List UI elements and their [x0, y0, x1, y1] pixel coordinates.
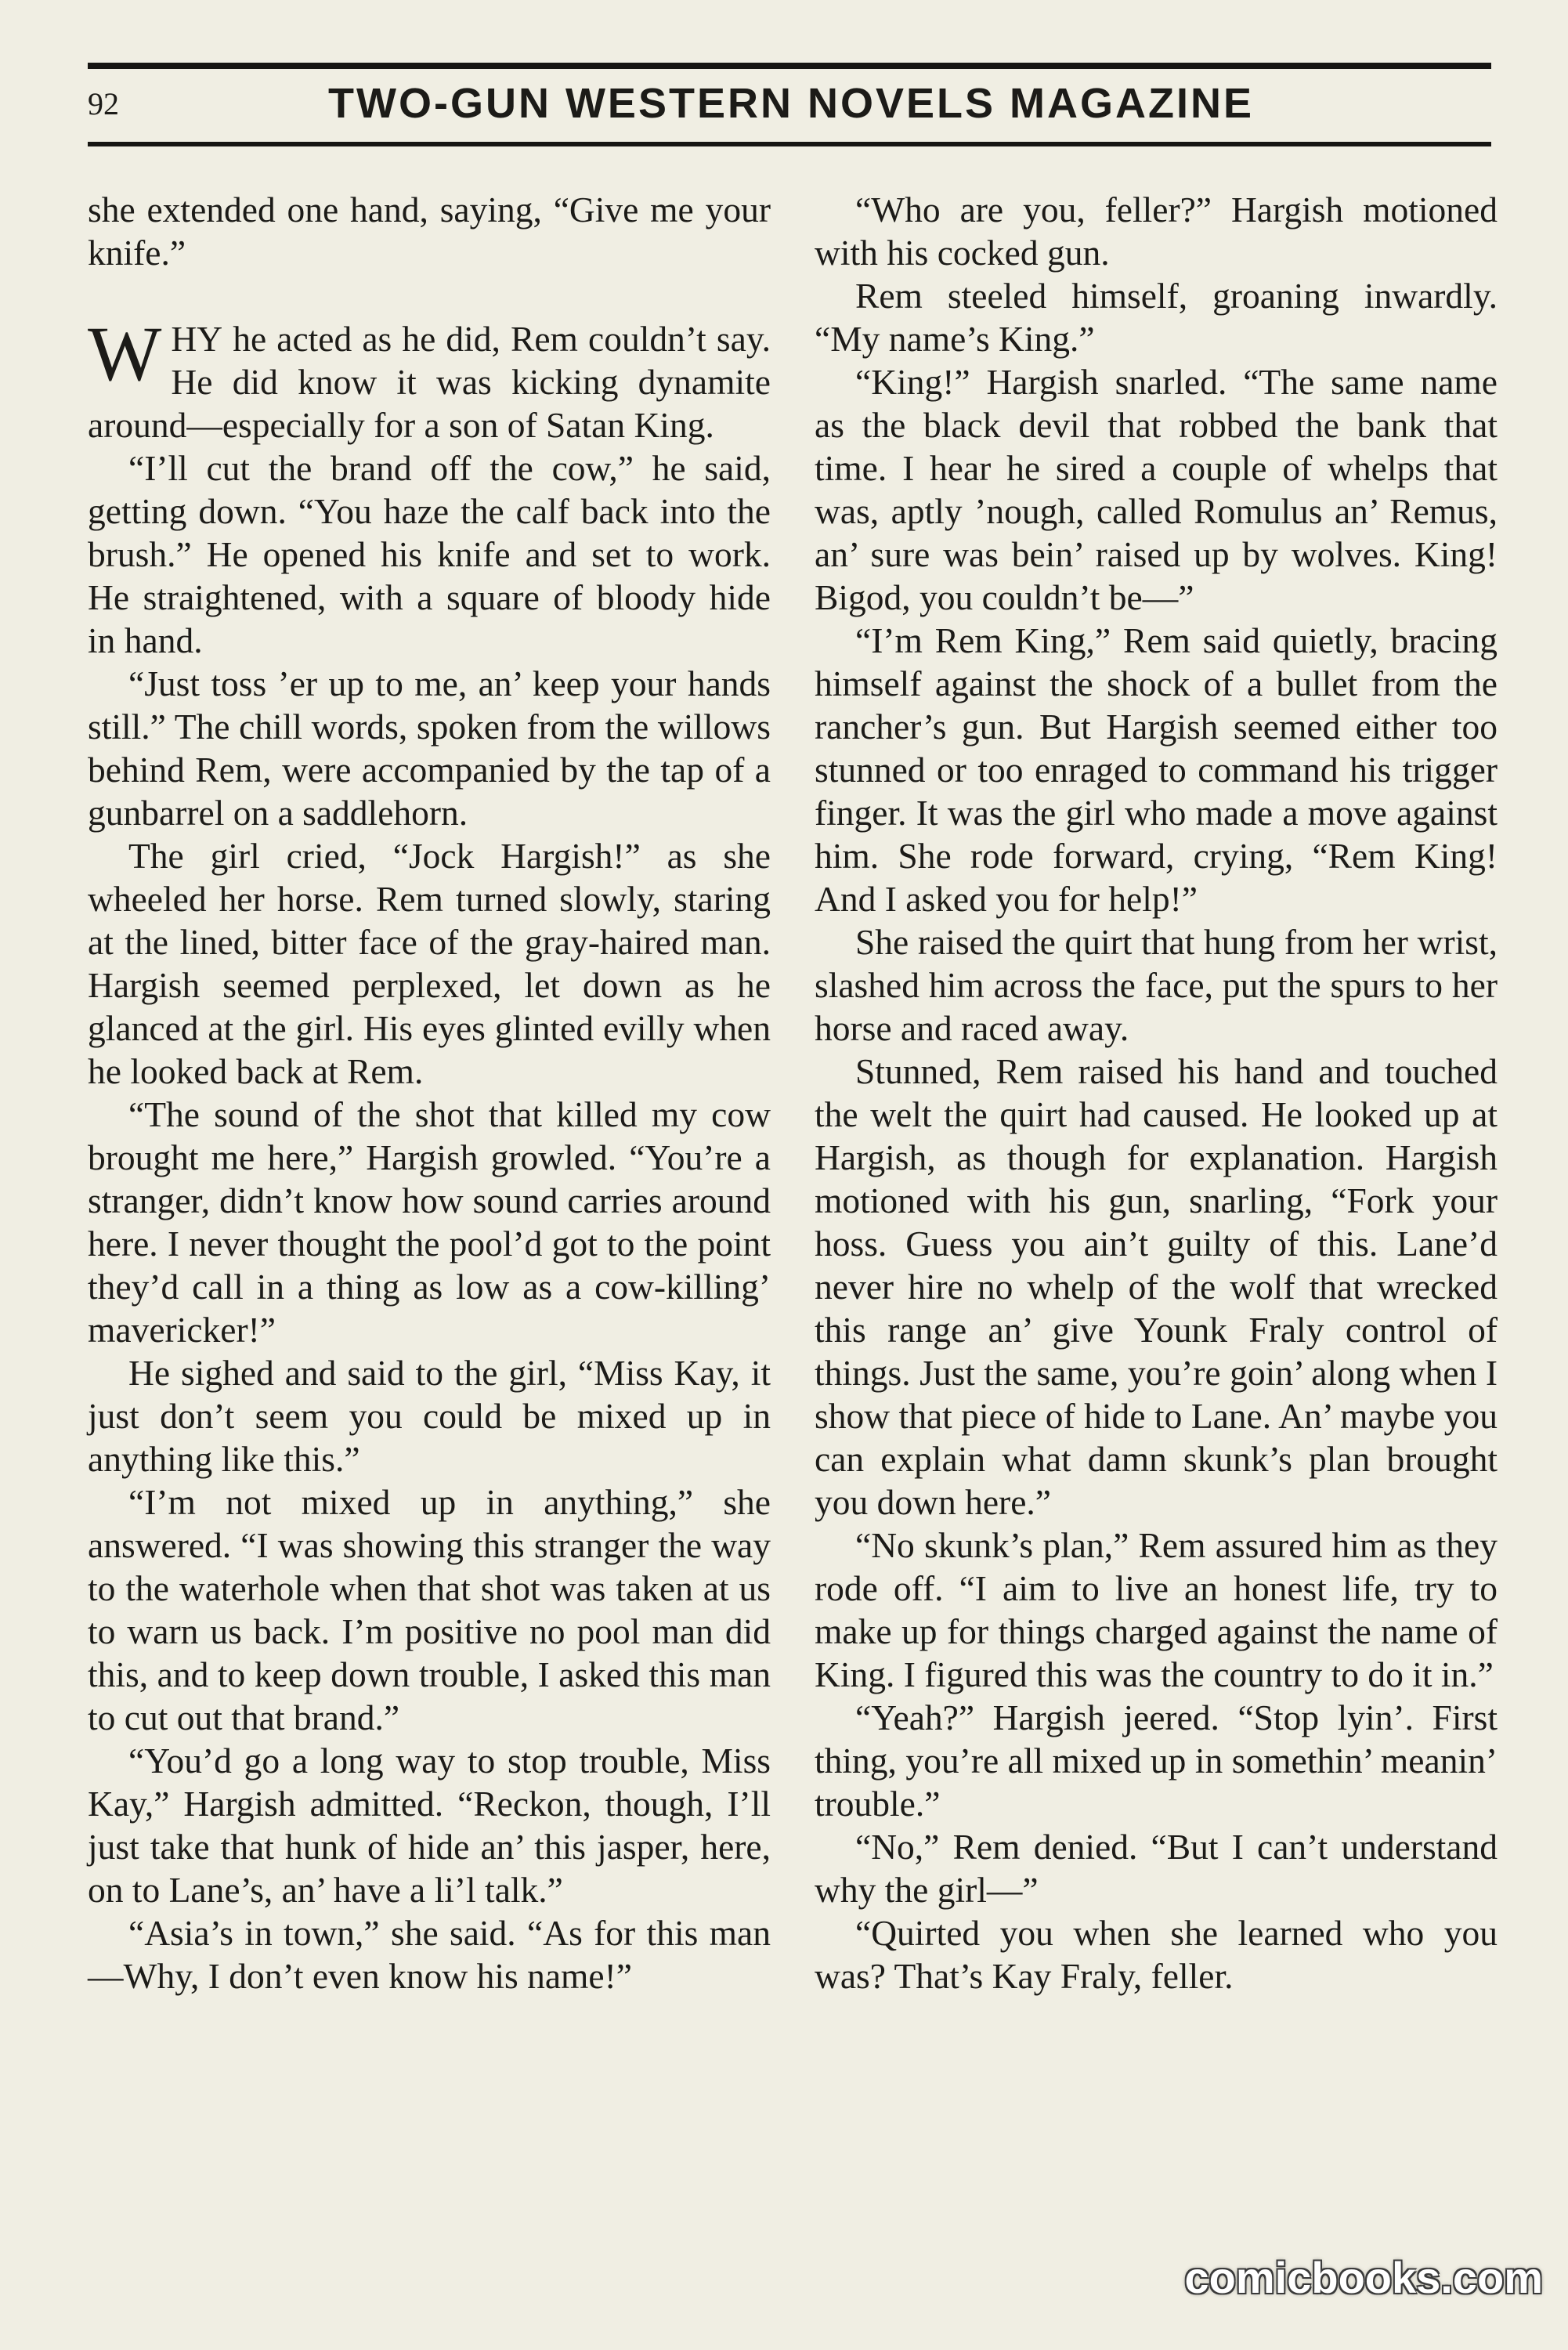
paragraph: “You’d go a long way to stop trouble, Miss Kay,” Hargish admitted. “Reckon, though, I’ll just take that hunk of hide an’ this jasper, here, on to Lane’s, an’ have a li’l talk.” [88, 1741, 771, 1910]
watermark: comicbooks.com [1184, 2253, 1543, 2302]
paragraph: “Quirted you when she learned who you was? That’s Kay Fraly, feller. [815, 1913, 1498, 1996]
paragraph: “Yeah?” Hargish jeered. “Stop lyin’. First thing, you’re all mixed up in somethin’ meanin’ trouble.” [815, 1697, 1498, 1824]
drop-cap: W [88, 310, 162, 397]
paragraph: “I’m Rem King,” Rem said quietly, bracing himself against the shock of a bullet from the rancher’s gun. But Hargish seemed either too stunned or too enraged to command his trigger finger. It was the girl who made a move against him. She rode forward, crying, “Rem King! And I asked you for help!” [815, 620, 1498, 919]
paragraph: She raised the quirt that hung from her wrist, slashed him across the face, put the spurs to her horse and raced away. [815, 922, 1498, 1048]
paragraph-text: he acted as he did, Rem couldn’t say. He did know it was kicking dynamite around—especially for a son of Satan King. [88, 319, 771, 445]
paragraph: “No,” Rem denied. “But I can’t understand why the girl—” [815, 1827, 1498, 1910]
paragraph: Stunned, Rem raised his hand and touched the welt the quirt had caused. He looked up at Hargish, as though for explanation. Hargish motioned with his gun, snarling, “Fork your hoss. Guess you ain’t guilty of this. Lane’d never hire no whelp of the wolf that wrecked this range an’ give Younk Fraly control of things. Just the same, you’re goin’ along when I show that piece of hide to Lane. An’ maybe you can explain what damn skunk’s plan brought you down here.” [815, 1051, 1498, 1522]
magazine-title: TWO-GUN WESTERN NOVELS MAGAZINE [328, 80, 1254, 127]
paragraph: she extended one hand, saying, “Give me your knife.” [88, 190, 771, 273]
header-bottom-rule [88, 142, 1491, 146]
paragraph: “King!” Hargish snarled. “The same name as the black devil that robbed the bank that time. I hear he sired a couple of whelps that was, aptly ’nough, called Romulus an’ Remus, an’ sure was bein’ raised up by wolves. King! Bigod, you couldn’t be—” [815, 362, 1498, 617]
paragraph: Rem steeled himself, groaning inwardly. “My name’s King.” [815, 276, 1498, 359]
paragraph: The girl cried, “Jock Hargish!” as she wheeled her horse. Rem turned slowly, staring at the lined, bitter face of the gray-haired man. Hargish seemed perplexed, let down as he glanced at the girl. His eyes glinted evilly when he looked back at Rem. [88, 836, 771, 1091]
header-top-rule [88, 63, 1491, 69]
paragraph: “I’ll cut the brand off the cow,” he said, getting down. “You haze the calf back into the brush.” He opened his knife and set to work. He straightened, with a square of bloody hide in hand. [88, 448, 771, 660]
paragraph: “I’m not mixed up in anything,” she answered. “I was showing this stranger the way to the waterhole when that shot was taken at us to warn us back. I’m positive no pool man did this, and to keep down trouble, I asked this man to cut out that brand.” [88, 1482, 771, 1737]
page-number: 92 [88, 86, 119, 121]
paragraph: “Just toss ’er up to me, an’ keep your hands still.” The chill words, spoken from the willows behind Rem, were accompanied by the tap of a gunbarrel on a saddlehorn. [88, 663, 771, 833]
paragraph: “Who are you, feller?” Hargish motioned with his cocked gun. [815, 190, 1498, 273]
paragraph: “The sound of the shot that killed my cow brought me here,” Hargish growled. “You’re a stranger, didn’t know how sound carries around here. I never thought the pool’d got to the point they’d call in a thing as low as a cow-killing’ mavericker!” [88, 1094, 771, 1350]
small-caps-lead: HY [171, 319, 223, 359]
paragraph: “Asia’s in town,” she said. “As for this man—Why, I don’t even know his name!” [88, 1913, 771, 1996]
left-column [88, 188, 771, 1998]
paragraph: “No skunk’s plan,” Rem assured him as they rode off. “I aim to live an honest life, try to make up for things charged against the name of King. I figured this was the country to do it in.” [815, 1525, 1498, 1694]
paragraph-with-drop-cap [88, 310, 771, 446]
paragraph: He sighed and said to the girl, “Miss Kay, it just don’t seem you could be mixed up in anything like this.” [88, 1353, 771, 1479]
right-column [815, 188, 1498, 1998]
